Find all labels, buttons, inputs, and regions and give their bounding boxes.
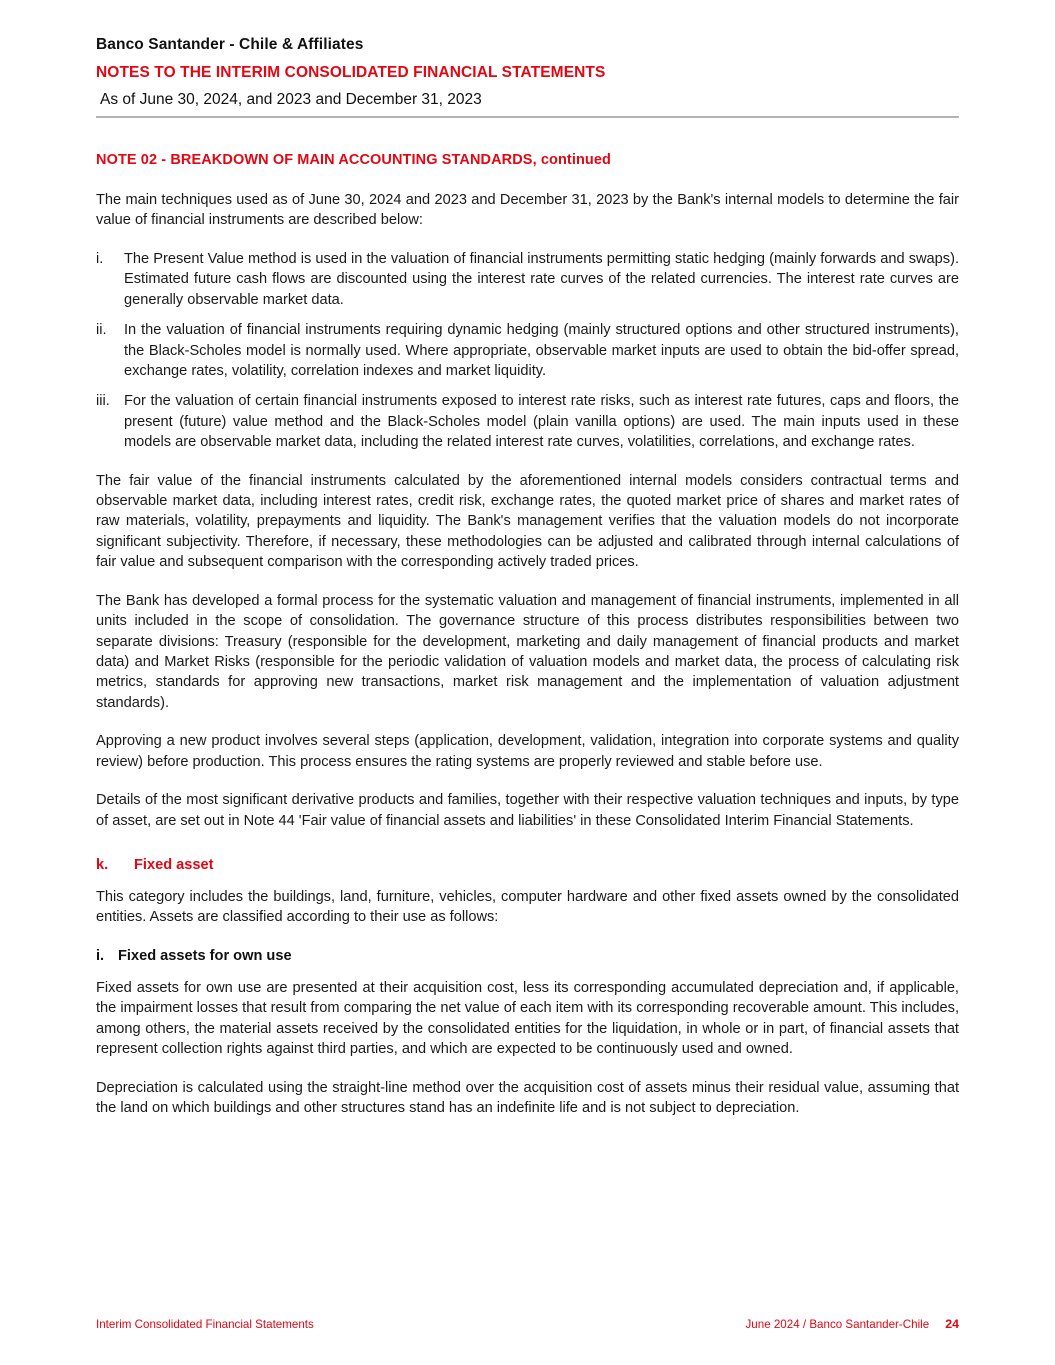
list-item-text: For the valuation of certain financial instruments exposed to interest rate risks, such as interest rate futures, caps and floors, the present (future) value method and the Black-Scholes model (plain vanilla options) are used. The main inputs used in these models are observable market data, including the related interest rate curves, volatilities, correlations, and exchange rates.	[124, 393, 959, 451]
header-company-name: Banco Santander - Chile & Affiliates	[96, 36, 364, 53]
list-item	[96, 249, 959, 310]
note-intro-paragraph: The main techniques used as of June 30, 2024 and 2023 and December 31, 2023 by the Bank's internal models to determine the fair value of financial instruments are described below:	[96, 192, 959, 229]
paragraph-fair-value: The fair value of the financial instruments calculated by the aforementioned internal models considers contractual terms and observable market data, including interest rates, credit risk, exchange rates, the quoted market price of shares and market rates of raw materials, volatility, prepayments and liquidity. The Bank's management verifies that the valuation models do not incorporate significant subjectivity. Therefore, if necessary, these methodologies can be adjusted and calibrated through internal calculations of fair value and subsequent comparison with the corresponding actively traded prices.	[96, 472, 959, 571]
paragraph-depreciation: Depreciation is calculated using the straight-line method over the acquisition cost of assets minus their residual value, assuming that the land on which buildings and other structures stand has an indefinite life and is not subject to depreciation.	[96, 1079, 959, 1116]
paragraph-own-use: Fixed assets for own use are presented at their acquisition cost, less its corresponding accumulated depreciation and, if applicable, the impairment losses that result from comparing the net value of each item with its corresponding recoverable amount. This includes, among others, the material assets received by the consolidated entities for the liquidation, in whole or in part, of financial assets that represent collection rights against third parties, and which are expected to be continuously used and owned.	[96, 979, 959, 1058]
paragraph-derivative-products: Details of the most significant derivative products and families, together with their respective valuation techniques and inputs, by type of asset, are set out in Note 44 'Fair value of financial assets and liabilities' in these Consolidated Interim Financial Statements.	[96, 792, 959, 829]
list-item	[96, 391, 959, 452]
footer-left-text: Interim Consolidated Financial Statements	[96, 1318, 314, 1331]
header-as-of-date: As of June 30, 2024, and 2023 and December 31, 2023	[100, 91, 482, 108]
subsection-heading-own-use	[96, 948, 959, 964]
header-notes-title: NOTES TO THE INTERIM CONSOLIDATED FINANCIAL STATEMENTS	[96, 64, 606, 81]
footer-right-text: June 2024 / Banco Santander-Chile	[745, 1318, 930, 1331]
section-title: Fixed asset	[134, 856, 214, 873]
list-item-text: In the valuation of financial instruments requiring dynamic hedging (mainly structured options and other structured instruments), the Black-Scholes model is normally used. Where appropriate, observable market inputs are used to obtain the bid-offer spread, exchange rates, volatility, correlation indexes and market liquidity.	[124, 322, 959, 379]
subsection-letter: i.	[96, 947, 105, 964]
list-item-marker: i.	[96, 250, 104, 267]
list-item-text: The Present Value method is used in the valuation of financial instruments permitting static hedging (mainly forwards and swaps). Estimated future cash flows are discounted using the interest rate curves of the related currencies. The interest rate curves are generally observable market data.	[124, 250, 959, 308]
paragraph-formal-process: The Bank has developed a formal process for the systematic valuation and management of financial instruments, implemented in all units included in the scope of consolidation. The governance structure of this process distributes responsibilities between two separate divisions: Treasury (responsible for the development, marketing and daily management of financial products and market data) and Market Risks (responsible for the periodic validation of valuation models and market data, the process of calculating risk metrics, standards for approving new transactions, market risk management and the implementation of valuation adjustment standards).	[96, 592, 959, 711]
header-divider	[96, 116, 959, 118]
note-section-title: NOTE 02 - BREAKDOWN OF MAIN ACCOUNTING STANDARDS, continued	[96, 152, 611, 168]
list-item	[96, 320, 959, 381]
paragraph-fixed-asset-intro: This category includes the buildings, land, furniture, vehicles, computer hardware and other fixed assets owned by the consolidated entities. Assets are classified according to their use as follows:	[96, 888, 959, 926]
valuation-techniques-list	[96, 249, 959, 453]
paragraph-new-product: Approving a new product involves several steps (application, development, validation, integration into corporate systems and quality review) before production. This process ensures the rating systems are properly reviewed and stable before use.	[96, 733, 959, 770]
subsection-title: Fixed assets for own use	[118, 947, 292, 964]
footer-right-group	[746, 1317, 960, 1331]
section-letter: k.	[96, 856, 109, 873]
section-heading-fixed-asset	[96, 857, 959, 873]
footer-page-number: 24	[945, 1317, 959, 1331]
list-item-marker: iii.	[96, 393, 110, 410]
page-footer	[96, 1317, 959, 1331]
list-item-marker: ii.	[96, 322, 107, 339]
